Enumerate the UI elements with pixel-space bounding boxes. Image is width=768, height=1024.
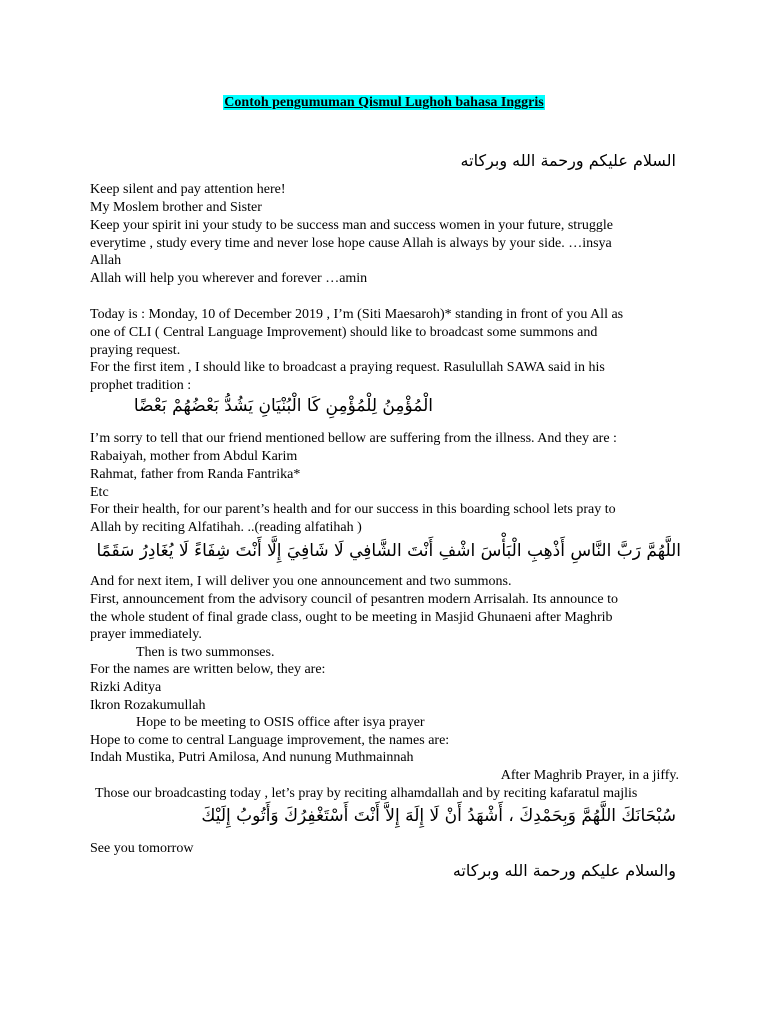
announce-line: Rizki Aditya (90, 680, 162, 695)
closing-line: Those our broadcasting today , let’s pray by reciting alhamdallah and by reciting kafaratul majlis (95, 786, 638, 801)
document-title: Contoh pengumuman Qismul Lughoh bahasa Inggris (224, 95, 544, 110)
healing-prayer-arabic: اللَّهُمَّ رَبَّ النَّاسِ أَذْهِبِ الْبَأْسَ اشْفِ أَنْتَ الشَّافِي لَا شَافِيَ إِلَّا أَنْتَ شِفَاءً لَا يُغَادِرُ سَقَمًا (96, 541, 681, 561)
announce-line: First, announcement from the advisory council of pesantren modern Arrisalah. Its announce to (90, 592, 618, 607)
announce-line: Then is two summonses. (136, 645, 275, 660)
illness-line: Rahmat, father from Randa Fantrika* (90, 467, 301, 482)
announce-line: the whole student of final grade class, ought to be meeting in Masjid Ghunaeni after Maghrib (90, 610, 613, 625)
today-line: one of CLI ( Central Language Improvement) should like to broadcast some summons and (90, 325, 598, 340)
intro-line: Allah (90, 253, 122, 268)
intro-line: Keep silent and pay attention here! (90, 182, 286, 197)
closing-greeting-arabic: والسلام عليكم ورحمة الله وبركاته (452, 861, 676, 880)
illness-line: Etc (90, 485, 109, 500)
intro-line: everytime , study every time and never lose hope cause Allah is always by your side. …insya (90, 236, 612, 251)
announce-line: Ikron Rozakumullah (90, 698, 206, 713)
announce-line: For the names are written below, they are: (90, 662, 326, 677)
illness-line: Allah by reciting Alfatihah. ..(reading alfatihah ) (90, 520, 362, 535)
announce-line: Hope to be meeting to OSIS office after isya prayer (136, 715, 425, 730)
today-line: prophet tradition : (90, 378, 192, 393)
today-line: For the first item , I should like to broadcast a praying request. Rasulullah SAWA said in his (90, 360, 605, 375)
after-maghrib-line: After Maghrib Prayer, in a jiffy. (500, 768, 679, 783)
illness-line: For their health, for our parent’s health and for our success in this boarding school lets pray to (90, 502, 616, 517)
intro-line: Keep your spirit ini your study to be success man and success women in your future, struggle (90, 218, 613, 233)
today-line: Today is : Monday, 10 of December 2019 , I’m (Siti Maesaroh)* standing in front of you All as (90, 307, 624, 322)
illness-line: Rabaiyah, mother from Abdul Karim (90, 449, 298, 464)
announce-line: prayer immediately. (90, 627, 202, 642)
title-block (0, 94, 768, 112)
kafaratul-majlis-arabic: سُبْحَانَكَ اللَّهُمَّ وَبِحَمْدِكَ ، أَشْهَدُ أَنْ لَا إِلَهَ إِلاَّ أَنْتَ أَسْتَغْفِرُكَ وَأَتُوبُ إِلَيْكَ (201, 806, 676, 826)
illness-line: I’m sorry to tell that our friend mentioned bellow are suffering from the illness. And they are : (90, 431, 617, 446)
opening-greeting-arabic: السلام عليكم ورحمة الله وبركاته (460, 151, 676, 170)
see-you-line: See you tomorrow (90, 841, 194, 856)
hadith-arabic: الْمُؤْمِنُ لِلْمُؤْمِنِ كَا الْبُنْيَانِ يَشُدُّ بَعْضُهُمْ بَعْضًا (133, 396, 433, 416)
intro-line: Allah will help you wherever and forever …amin (90, 271, 368, 286)
announce-line: And for next item, I will deliver you one announcement and two summons. (90, 574, 512, 589)
intro-line: My Moslem brother and Sister (90, 200, 262, 215)
today-line: praying request. (90, 343, 181, 358)
announce-line: Indah Mustika, Putri Amilosa, And nunung Muthmainnah (90, 750, 414, 765)
announce-line: Hope to come to central Language improvement, the names are: (90, 733, 450, 748)
